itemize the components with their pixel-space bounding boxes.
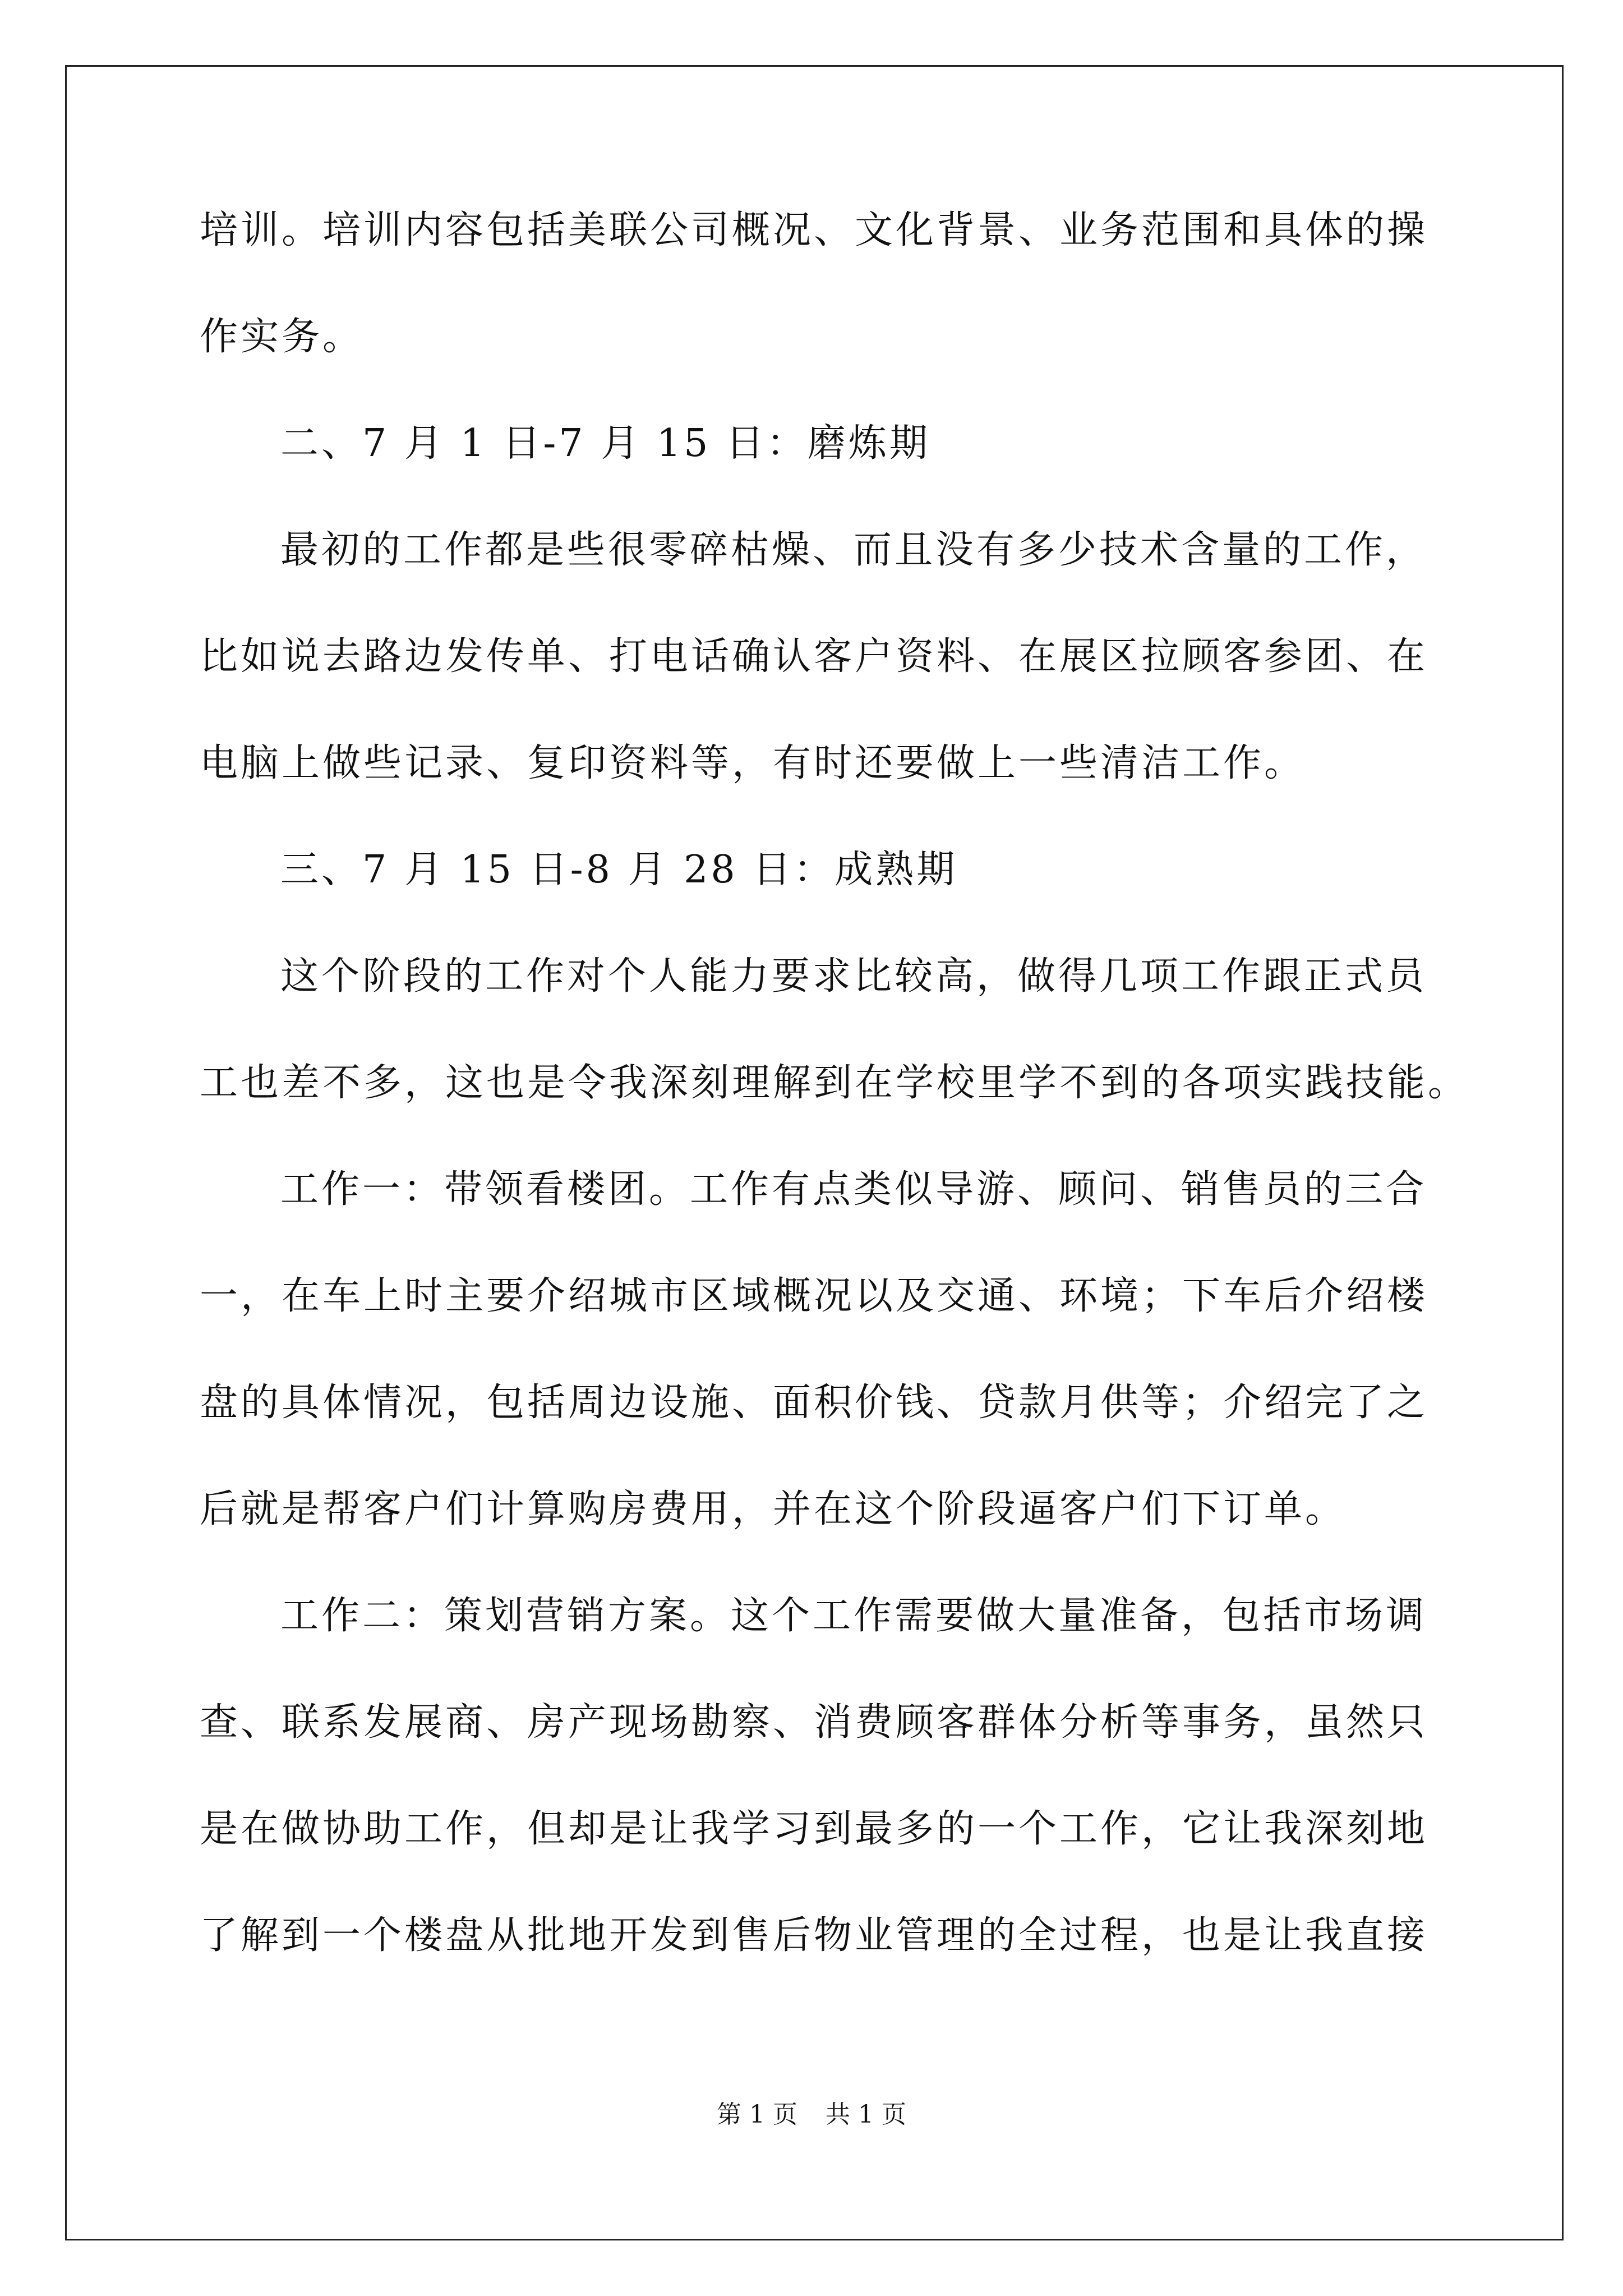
page-footer [0, 2098, 1623, 2132]
text-line: 一，在车上时主要介绍城市区域概况以及交通、环境；下车后介绍楼 [200, 1274, 1428, 1318]
text-line: 查、联系发展商、房产现场勘察、消费顾客群体分析等事务，虽然只 [200, 1700, 1428, 1745]
text-line: 最初的工作都是些很零碎枯燥、而且没有多少技术含量的工作， [280, 528, 1427, 572]
text-line: 作实务。 [200, 315, 364, 359]
text-line: 培训。培训内容包括美联公司概况、文化背景、业务范围和具体的操 [200, 208, 1428, 252]
text-line: 工作二：策划营销方案。这个工作需要做大量准备，包括市场调 [280, 1594, 1427, 1638]
text-line: 这个阶段的工作对个人能力要求比较高，做得几项工作跟正式员 [280, 954, 1427, 999]
text-line: 了解到一个楼盘从批地开发到售后物业管理的全过程，也是让我直接 [200, 1913, 1428, 1958]
text-line: 工作一：带领看楼团。工作有点类似导游、顾问、销售员的三合 [280, 1167, 1427, 1212]
text-line: 工也差不多，这也是令我深刻理解到在学校里学不到的各项实践技能。 [200, 1061, 1469, 1105]
text-line: 盘的具体情况，包括周边设施、面积价钱、贷款月供等；介绍完了之 [200, 1381, 1428, 1425]
page-number: 第 1 页 [717, 2100, 797, 2129]
page-total: 共 1 页 [826, 2100, 906, 2129]
section-heading: 三、7 月 15 日-8 月 28 日：成熟期 [280, 848, 958, 892]
text-line: 比如说去路边发传单、打电话确认客户资料、在展区拉顾客参团、在 [200, 634, 1428, 679]
text-line: 电脑上做些记录、复印资料等，有时还要做上一些清洁工作。 [200, 741, 1306, 785]
text-line: 后就是帮客户们计算购房费用，并在这个阶段逼客户们下订单。 [200, 1487, 1347, 1531]
text-line: 是在做协助工作，但却是让我学习到最多的一个工作，它让我深刻地 [200, 1807, 1428, 1851]
section-heading: 二、7 月 1 日-7 月 15 日：磨炼期 [280, 421, 930, 466]
